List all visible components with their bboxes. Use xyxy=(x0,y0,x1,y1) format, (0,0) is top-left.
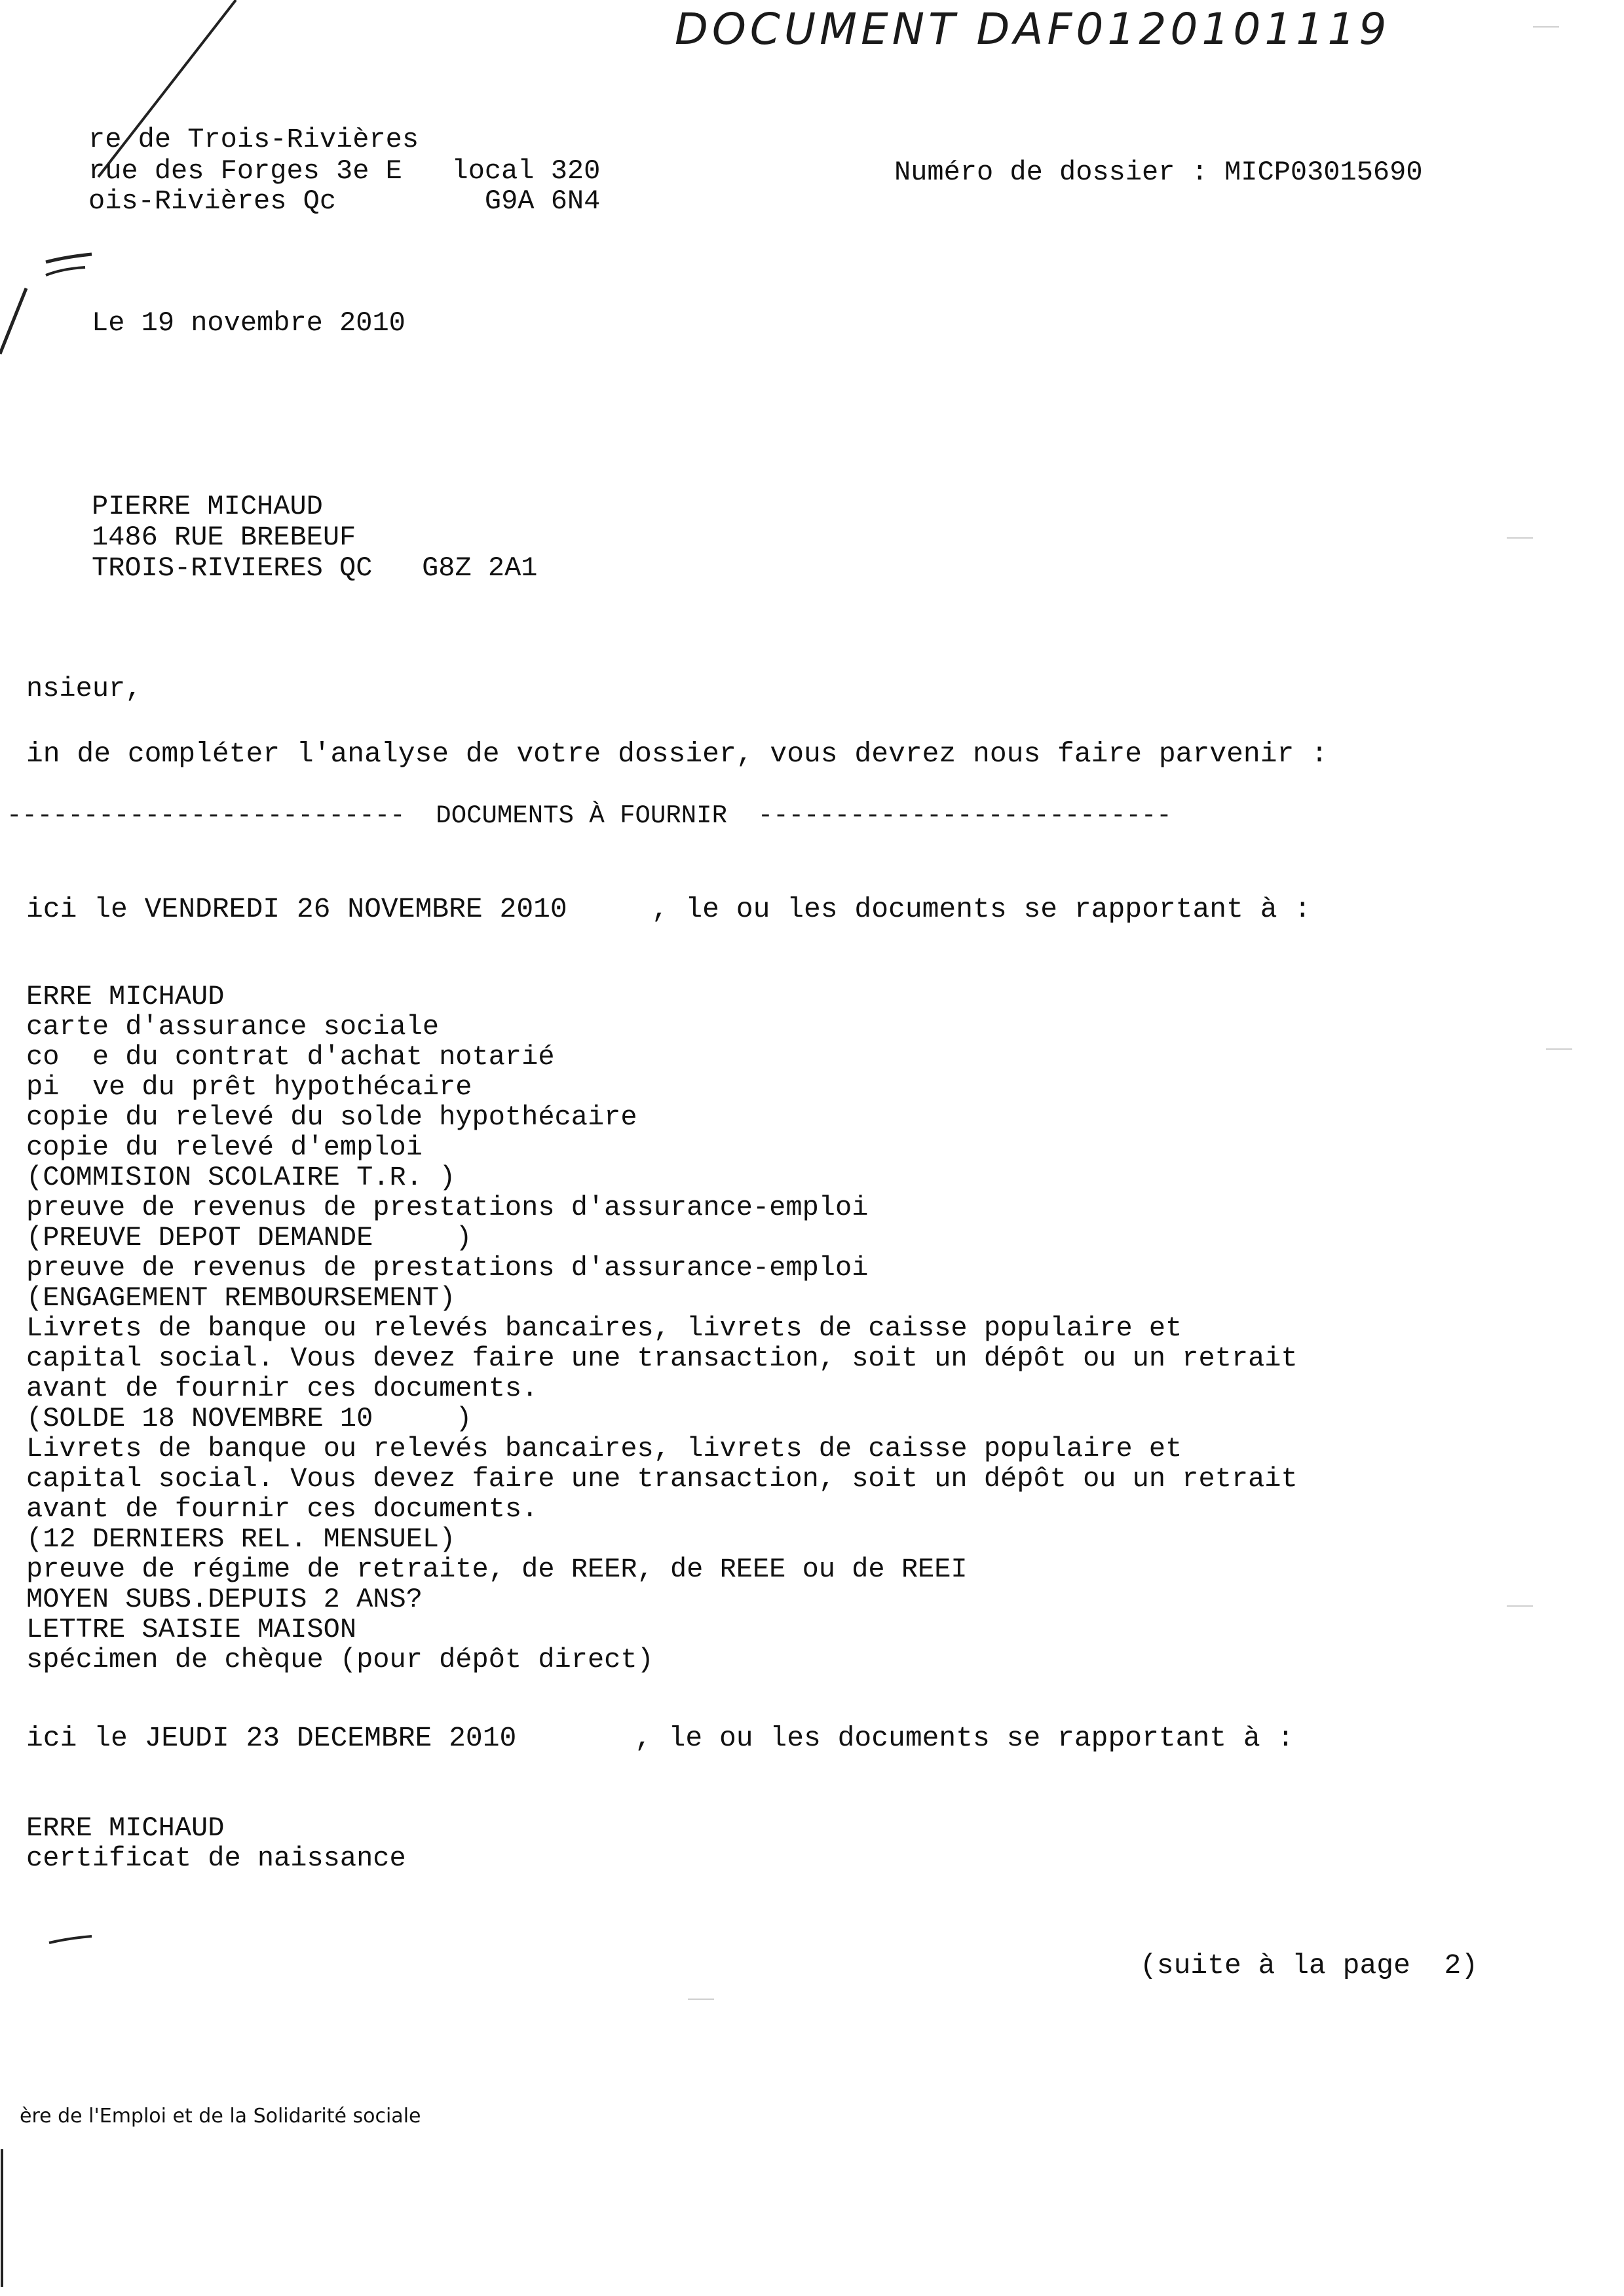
scan-mark xyxy=(1546,1048,1572,1050)
list-item: Livrets de banque ou relevés bancaires, livrets de caisse populaire et xyxy=(26,1433,1182,1464)
list-item: capital social. Vous devez faire une transaction, soit un dépôt ou un retrait xyxy=(26,1463,1298,1495)
list-item: (PREUVE DEPOT DEMANDE ) xyxy=(26,1222,472,1253)
list-item: avant de fournir ces documents. xyxy=(26,1373,538,1404)
scan-mark xyxy=(1507,537,1533,539)
footer-ministry: ère de l'Emploi et de la Solidarité sociale xyxy=(20,2105,421,2128)
document-group-1 xyxy=(26,982,1298,1675)
letter-date: Le 19 novembre 2010 xyxy=(92,307,406,339)
sender-line-3: ois-Rivières Qc G9A 6N4 xyxy=(88,185,601,217)
list-item: capital social. Vous devez faire une transaction, soit un dépôt ou un retrait xyxy=(26,1343,1298,1374)
sender-line-2: rue des Forges 3e E local 320 xyxy=(88,155,601,187)
file-number: Numéro de dossier : MICP03015690 xyxy=(894,157,1423,188)
sender-line-1: re de Trois-Rivières xyxy=(88,124,419,155)
list-item: certificat de naissance xyxy=(26,1843,406,1874)
recipient-name: PIERRE MICHAUD xyxy=(92,491,323,522)
list-item: preuve de revenus de prestations d'assurance-emploi xyxy=(26,1192,869,1223)
group-2-person: ERRE MICHAUD xyxy=(26,1812,225,1844)
list-item: LETTRE SAISIE MAISON xyxy=(26,1614,357,1645)
scan-mark xyxy=(688,1999,714,2000)
list-item: MOYEN SUBS.DEPUIS 2 ANS? xyxy=(26,1584,423,1615)
list-item: copie du relevé du solde hypothécaire xyxy=(26,1101,637,1133)
scan-mark xyxy=(1533,26,1559,28)
document-group-2 xyxy=(26,1813,406,1873)
recipient-street: 1486 RUE BREBEUF xyxy=(92,522,356,553)
section-header: -------------------------- DOCUMENTS À FOURNIR --------------------------- xyxy=(7,801,1172,830)
list-item: co e du contrat d'achat notarié xyxy=(26,1041,555,1073)
list-item: (COMMISION SCOLAIRE T.R. ) xyxy=(26,1162,456,1193)
deadline-1: ici le VENDREDI 26 NOVEMBRE 2010 , le ou les documents se rapportant à : xyxy=(26,893,1312,925)
list-item: preuve de revenus de prestations d'assurance-emploi xyxy=(26,1252,869,1284)
recipient-city: TROIS-RIVIERES QC G8Z 2A1 xyxy=(92,552,538,584)
list-item: copie du relevé d'emploi xyxy=(26,1132,423,1163)
list-item: Livrets de banque ou relevés bancaires, livrets de caisse populaire et xyxy=(26,1312,1182,1344)
salutation: nsieur, xyxy=(26,673,142,704)
intro-paragraph: in de compléter l'analyse de votre dossier, vous devrez nous faire parvenir : xyxy=(26,738,1328,770)
list-item: spécimen de chèque (pour dépôt direct) xyxy=(26,1644,654,1675)
handwritten-document-code: DOCUMENT DAF0120101119 xyxy=(675,4,1391,54)
group-1-person: ERRE MICHAUD xyxy=(26,981,225,1012)
list-item: (SOLDE 18 NOVEMBRE 10 ) xyxy=(26,1403,472,1434)
list-item: (12 DERNIERS REL. MENSUEL) xyxy=(26,1523,456,1555)
list-item: carte d'assurance sociale xyxy=(26,1011,440,1043)
scan-mark xyxy=(1507,1605,1533,1607)
deadline-2: ici le JEUDI 23 DECEMBRE 2010 , le ou les documents se rapportant à : xyxy=(26,1722,1294,1754)
continued-note: (suite à la page 2) xyxy=(1140,1949,1479,1981)
list-item: preuve de régime de retraite, de REER, de REEE ou de REEI xyxy=(26,1554,968,1585)
list-item: avant de fournir ces documents. xyxy=(26,1493,538,1525)
list-item: pi ve du prêt hypothécaire xyxy=(26,1071,472,1103)
list-item: (ENGAGEMENT REMBOURSEMENT) xyxy=(26,1282,456,1314)
